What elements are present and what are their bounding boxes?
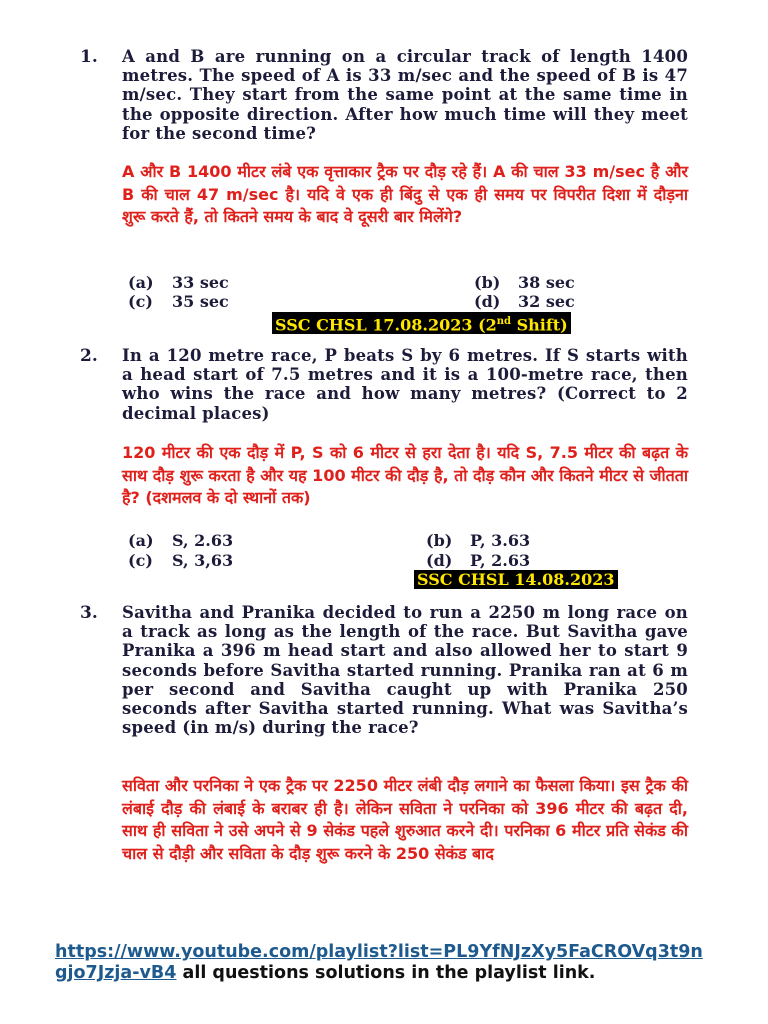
question-number: 2.: [80, 346, 98, 366]
question-text-hindi: सविता और परनिका ने एक ट्रैक पर 2250 मीटर लंबी दौड़ लगाने का फैसला किया। इस ट्रैक की लंबाई दौड़ की लंबाई के बराबर ही है। लेकिन सविता ने परनिका को 396 मीटर की बढ़त दी, साथ ही सविता ने उसे अपने से 9 सेकंड पहले शुरुआत करने दी। परनिका 6 मीटर प्रति सेकंड की चाल से दौड़ी और सविता के दौड़ शुरू करने के 250 सेकंड बाद: [122, 776, 688, 863]
exam-tag: SSC CHSL 17.08.2023 (2nd Shift): [272, 312, 571, 334]
footer-note: [55, 942, 715, 984]
option-d: (d) P, 2.63: [426, 551, 531, 570]
question-text-english: A and B are running on a circular track of length 1400 metres. The speed of A is 33 m/sec and the speed of B is 47 m/sec. They start from the same point at the same time in the opposite direction. After how much time will they meet for the second time?: [122, 47, 688, 143]
exam-tag: SSC CHSL 14.08.2023: [414, 570, 618, 589]
option-a: (a) S, 2.63: [128, 531, 234, 550]
question-number: 1.: [80, 47, 98, 67]
question-text-hindi: 120 मीटर की एक दौड़ में P, S को 6 मीटर से हरा देता है। यदि S, 7.5 मीटर की बढ़त के साथ दौड़ शुरू करता है और यह 100 मीटर की दौड़ है, तो दौड़ कौन और कितने मीटर से जीतता है? (दशमलव के दो स्थानों तक): [122, 443, 688, 507]
option-b: (b) 38 sec: [474, 273, 575, 292]
footer-text: all questions solutions in the playlist link.: [176, 963, 596, 983]
question-text-english: Savitha and Pranika decided to run a 2250 m long race on a track as long as the length of the race. But Savitha gave Pranika a 396 m head start and also allowed her to start 9 seconds before Savitha started running. Pranika ran at 6 m per second and Savitha caught up with Pranika 250 seconds after Savitha started running. What was Savitha’s speed (in m/s) during the race?: [122, 603, 688, 738]
question-text-english: In a 120 metre race, P beats S by 6 metres. If S starts with a head start of 7.5 metres and it is a 100-metre race, then who wins the race and how many metres? (Correct to 2 decimal places): [122, 346, 688, 423]
option-c: (c) S, 3,63: [128, 551, 234, 570]
playlist-link[interactable]: https://www.youtube.com/playlist?list=PL9YfNJzXy5FaCROVq3t9ngjo7Jzja-vB4: [55, 942, 703, 983]
option-a: (a) 33 sec: [128, 273, 229, 292]
question-number: 3.: [80, 603, 98, 623]
option-b: (b) P, 3.63: [426, 531, 531, 550]
question-text-hindi: A और B 1400 मीटर लंबे एक वृत्ताकार ट्रैक पर दौड़ रहे हैं। A की चाल 33 m/sec है और B की चाल 47 m/sec है। यदि वे एक ही बिंदु से एक ही समय पर विपरीत दिशा में दौड़ना शुरू करते हैं, तो कितने समय के बाद वे दूसरी बार मिलेंगे?: [122, 162, 688, 226]
option-c: (c) 35 sec: [128, 292, 229, 311]
option-d: (d) 32 sec: [474, 292, 575, 311]
